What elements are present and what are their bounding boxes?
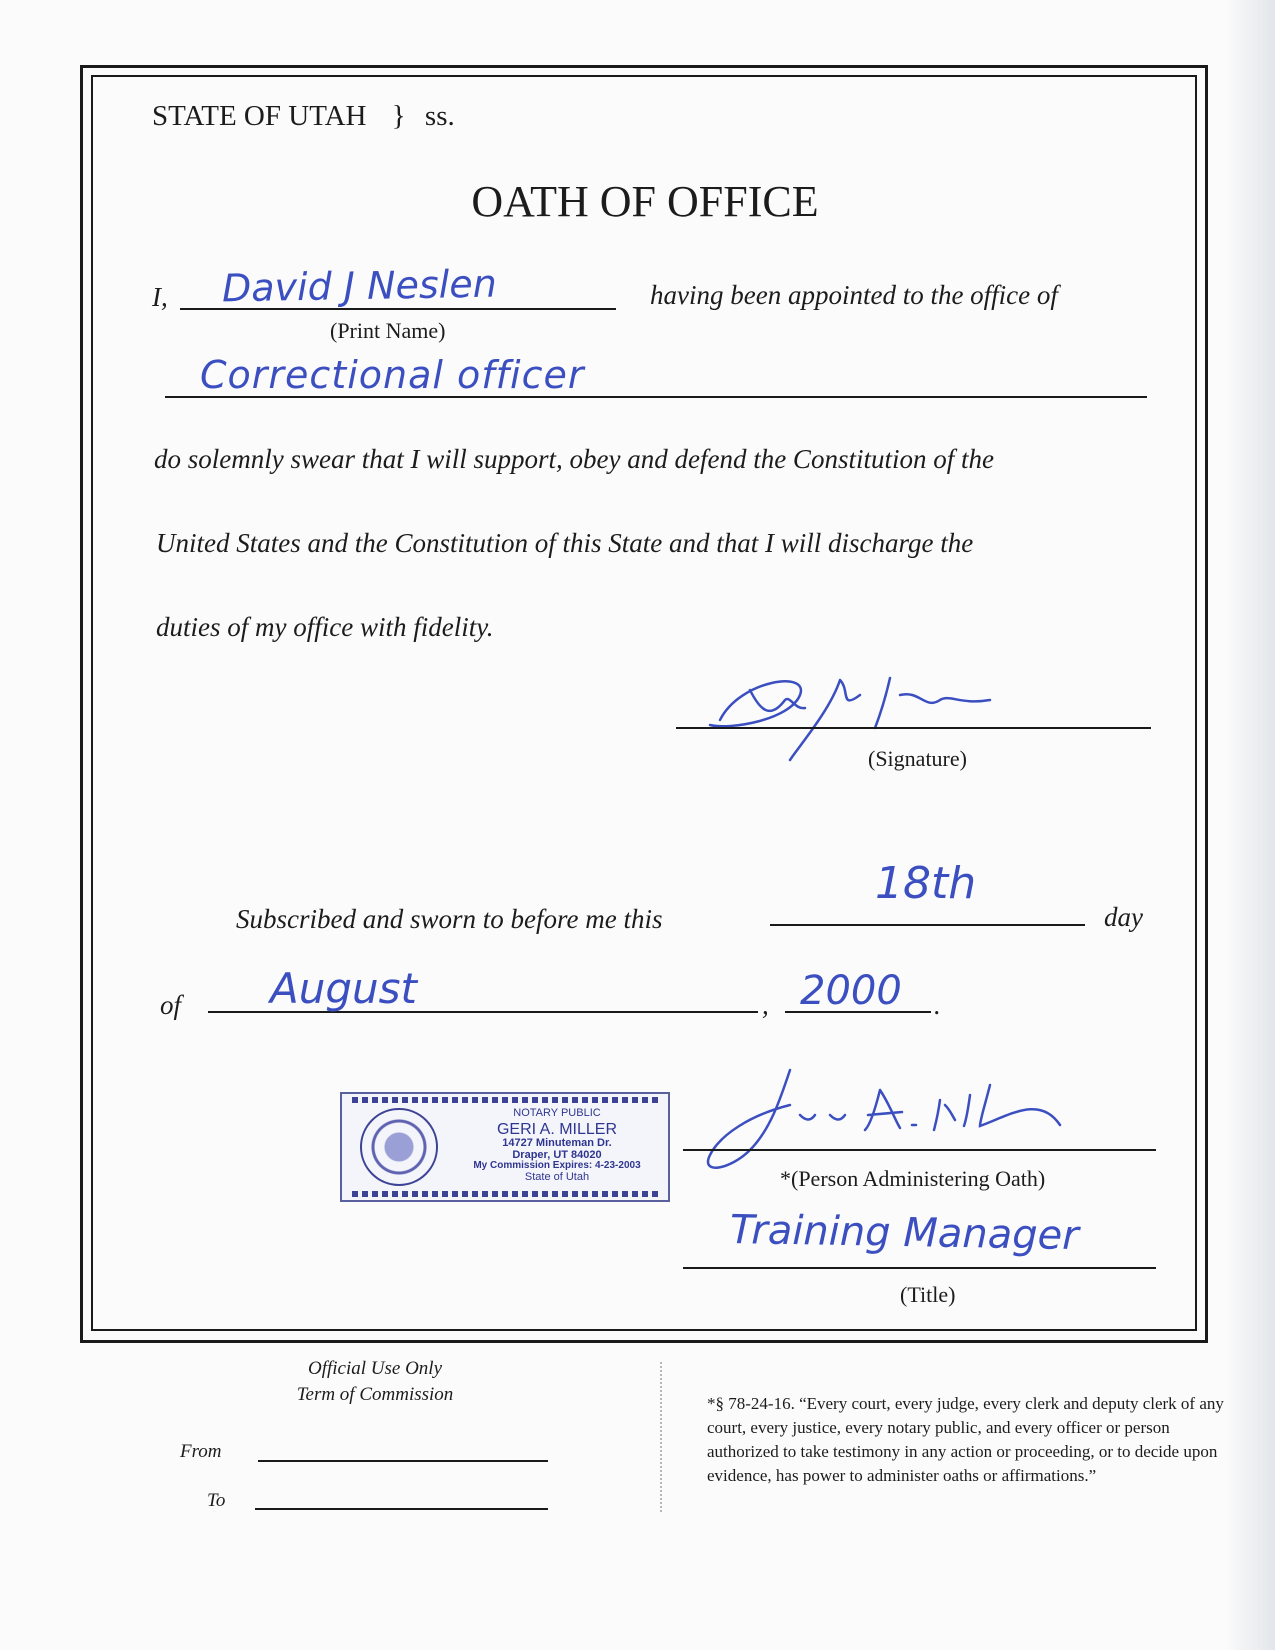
title-line <box>683 1267 1156 1269</box>
day-line <box>770 924 1085 926</box>
venue-state: STATE OF UTAH <box>152 100 367 132</box>
venue-line <box>152 100 455 133</box>
print-name-caption: (Print Name) <box>330 318 446 343</box>
from-line <box>258 1460 548 1462</box>
to-label: To <box>207 1490 226 1511</box>
stamp-border-top <box>352 1097 658 1103</box>
stamp-border-bottom <box>352 1191 658 1197</box>
pronoun-i: I, <box>152 282 168 312</box>
oath-taker-signature <box>690 650 1030 770</box>
year-handwritten: 2000 <box>800 968 902 1014</box>
oath-line-2: United States and the Constitution of this State and that I will discharge the <box>156 528 974 558</box>
month-comma: , <box>762 990 769 1020</box>
venue-ss: ss. <box>424 100 455 132</box>
to-line <box>255 1508 548 1510</box>
day-handwritten: 18th <box>875 858 977 909</box>
day-text: day <box>1104 902 1143 932</box>
administering-line <box>683 1149 1156 1151</box>
signature-line <box>676 727 1151 729</box>
from-label: From <box>180 1441 222 1462</box>
venue-brace: } <box>391 100 406 132</box>
statute-footnote: *§ 78-24-16. “Every court, every judge, every clerk and deputy clerk of any court, every justice, every notary public, and every officer or person authorized to take testimony in any action or proceeding, or to decide upon evidence, has power to administer oaths or affirmations.” <box>707 1394 1224 1485</box>
official-use-heading: Official Use Only <box>307 1358 443 1379</box>
official-use-subheading: Term of Commission <box>296 1384 454 1405</box>
document-title: OATH OF OFFICE <box>471 177 819 226</box>
office-handwritten: Correctional officer <box>200 353 585 397</box>
of-text: of <box>160 990 182 1020</box>
print-name-handwritten: David J Neslen <box>221 261 498 311</box>
stamp-name: GERI A. MILLER <box>496 1120 618 1138</box>
year-period: . <box>934 990 941 1020</box>
month-handwritten: August <box>270 964 417 1013</box>
page-edge-shadow <box>1225 0 1275 1650</box>
subscribed-text: Subscribed and sworn to before me this <box>236 904 663 934</box>
officer-title-handwritten: Training Manager <box>729 1206 1080 1260</box>
title-caption: (Title) <box>900 1282 956 1307</box>
oath-line-1: do solemnly swear that I will support, obey and defend the Constitution of the <box>154 444 994 474</box>
administering-caption: *(Person Administering Oath) <box>780 1166 1046 1191</box>
appointed-text: having been appointed to the office of <box>650 280 1058 310</box>
stamp-text <box>452 1108 662 1183</box>
stamp-commission: My Commission Expires: 4-23-2003 <box>473 1160 641 1172</box>
signature-caption: (Signature) <box>868 746 967 771</box>
notary-stamp <box>340 1092 670 1202</box>
stamp-address-2: Draper, UT 84020 <box>512 1148 602 1161</box>
oath-line-3: duties of my office with fidelity. <box>156 612 494 642</box>
footer-divider <box>660 1362 662 1512</box>
state-seal-icon <box>360 1108 438 1186</box>
stamp-state: State of Utah <box>524 1170 590 1183</box>
stamp-address-1: 14727 Minuteman Dr. <box>502 1137 612 1150</box>
stamp-heading: NOTARY PUBLIC <box>513 1107 601 1119</box>
